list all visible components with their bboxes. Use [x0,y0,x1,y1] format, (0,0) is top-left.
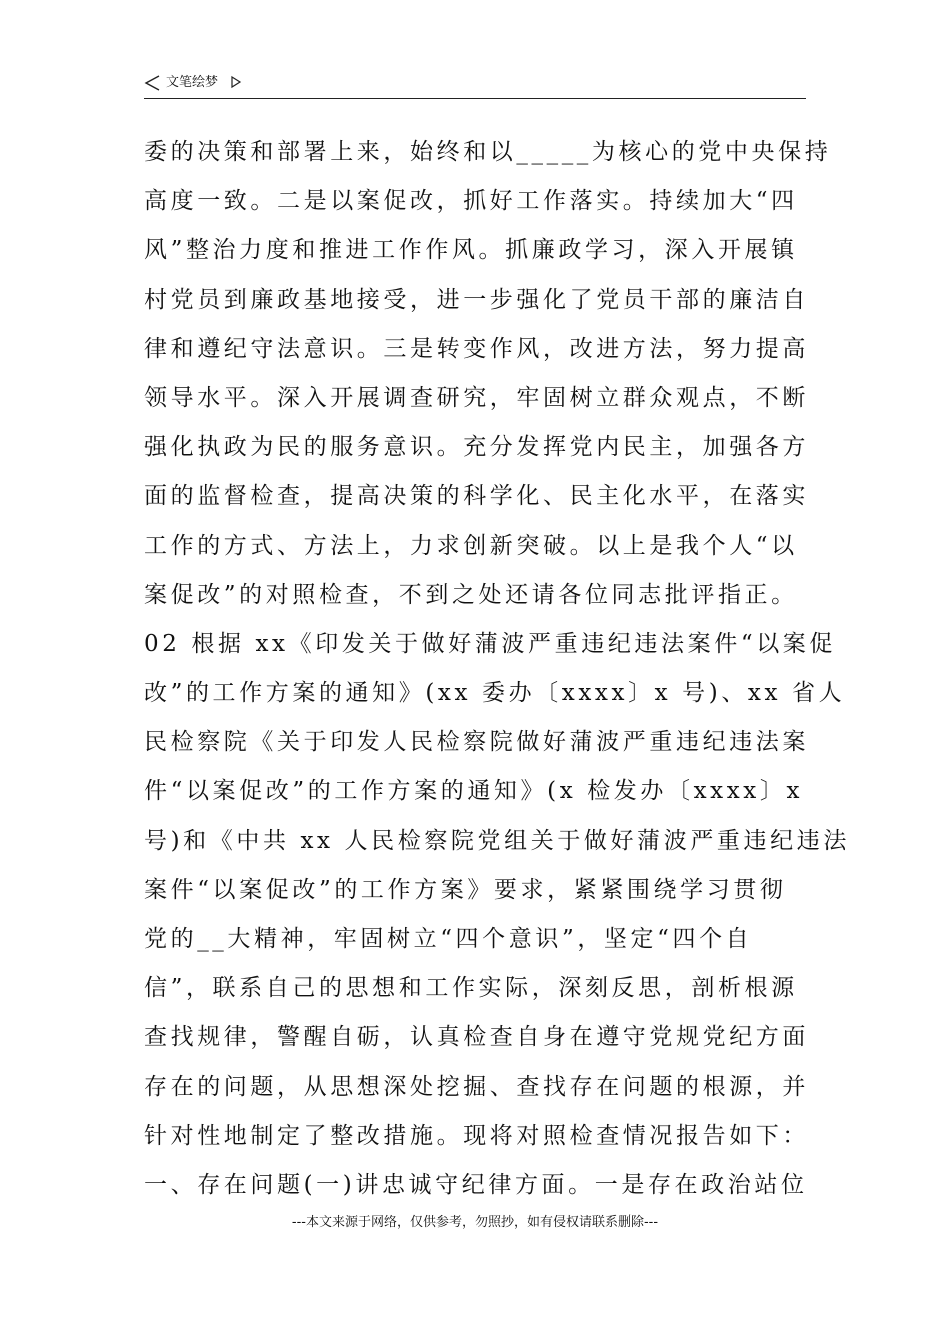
body-line: 针对性地制定了整改措施。现将对照检查情况报告如下： [144,1122,809,1149]
body-line: 党的__大精神，牢固树立“四个意识”，坚定“四个自 [144,926,753,952]
body-line: 案件“以案促改”的工作方案》要求，紧紧围绕学习贯彻 [144,876,787,903]
body-line: 强化执政为民的服务意识。充分发挥党内民主，加强各方 [144,434,809,461]
body-line: 案促改”的对照检查，不到之处还请各位同志批评指正。 [144,581,798,608]
disclaimer-footer: ---本文来源于网络，仅供参考，勿照抄，如有侵权请联系删除--- [291,1215,659,1230]
body-line: 一、存在问题(一)讲忠诚守纪律方面。一是存在政治站位 [144,1171,808,1198]
body-line: 件“以案促改”的工作方案的通知》(x 检发办〔xxxx〕x [144,778,804,805]
body-line: 改”的工作方案的通知》(xx 委办〔xxxx〕x 号)、xx 省人 [144,680,846,707]
triangle-right-outline-icon [230,75,242,89]
body-line: 村党员到廉政基地接受，进一步强化了党员干部的廉洁自 [144,286,809,313]
body-line: 信”，联系自己的思想和工作实际，深刻反思，剖析根源 [144,975,798,1002]
body-line: 高度一致。二是以案促改，抓好工作落实。持续加大“四 [144,188,798,215]
body-line: 查找规律，警醒自砺，认真检查自身在遵守党规党纪方面 [144,1024,809,1051]
body-line: 委的决策和部署上来，始终和以_____为核心的党中央保持 [144,139,832,165]
body-line: 工作的方式、方法上，力求创新突破。以上是我个人“以 [144,532,798,559]
body-line: 民检察院《关于印发人民检察院做好蒲波严重违纪违法案 [144,729,809,756]
document-body [144,128,850,1210]
body-line: 号)和《中共 xx 人民检察院党组关于做好蒲波严重违纪违法 [144,827,850,854]
page-header [144,72,806,99]
header-title: 文笔绘梦 [166,75,219,90]
body-line: 风”整治力度和推进工作作风。抓廉政学习，深入开展镇 [144,237,798,264]
triangle-left-outline-icon [144,74,162,92]
body-line: 02 根据 xx《印发关于做好蒲波严重违纪违法案件“以案促 [144,630,836,657]
body-line: 领导水平。深入开展调查研究，牢固树立群众观点，不断 [144,384,809,411]
body-line: 存在的问题，从思想深处挖掘、查找存在问题的根源，并 [144,1073,809,1100]
body-line: 面的监督检查，提高决策的科学化、民主化水平，在落实 [144,483,809,510]
body-line: 律和遵纪守法意识。三是转变作风，改进方法，努力提高 [144,335,809,362]
